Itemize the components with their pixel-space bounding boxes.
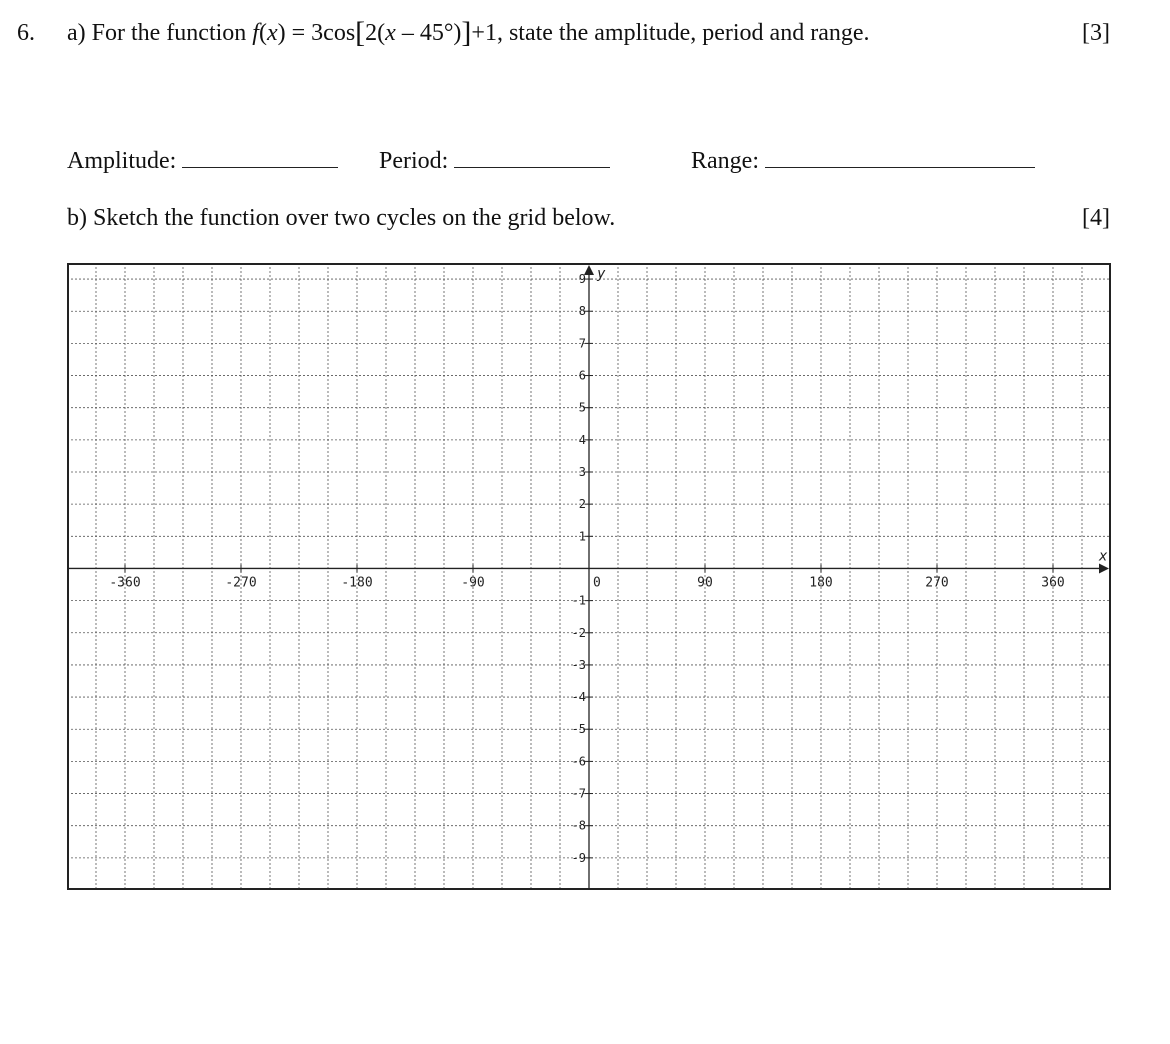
y-tick-label-4: 5 (578, 400, 586, 415)
y-axis-label: y (597, 266, 606, 282)
right-bracket: ] (461, 16, 472, 49)
y-tick-label-17: -9 (571, 850, 586, 865)
part-a-tail: , state the amplitude, period and range. (496, 20, 870, 46)
period-blank[interactable] (454, 145, 610, 168)
amplitude-blank[interactable] (182, 145, 338, 168)
part-b-prompt: b) Sketch the function over two cycles on the grid below. (67, 205, 616, 231)
x-tick-label-1: -270 (225, 575, 257, 591)
x-tick-label-4: 0 (593, 575, 601, 591)
period-label: Period: (379, 148, 449, 174)
x-axis-arrow (1099, 563, 1109, 573)
range-blank[interactable] (765, 145, 1035, 168)
y-tick-label-7: 2 (578, 497, 586, 512)
equals-cos: = 3cos (285, 20, 356, 46)
sketch-grid[interactable] (67, 263, 1111, 895)
y-tick-label-8: 1 (578, 529, 586, 544)
y-tick-label-1: 8 (578, 304, 586, 319)
y-tick-label-15: -7 (571, 786, 586, 801)
period-answer (379, 145, 610, 175)
question-number: 6. (17, 20, 35, 46)
x-tick-label-2: -180 (341, 575, 373, 591)
y-tick-label-10: -2 (571, 625, 586, 640)
amplitude-answer (67, 145, 338, 175)
range-answer (691, 145, 1035, 175)
y-tick-label-11: -3 (571, 657, 586, 672)
plus-one: +1 (471, 20, 497, 46)
x-tick-label-0: -360 (109, 575, 141, 591)
open-paren: ( (258, 20, 267, 46)
part-a-label: a) For the function (67, 20, 253, 46)
y-tick-label-16: -8 (571, 818, 586, 833)
y-tick-label-0: 9 (578, 272, 586, 287)
amplitude-label: Amplitude: (67, 148, 177, 174)
answer-row (67, 145, 1057, 185)
grid-svg[interactable] (67, 263, 1111, 890)
y-tick-label-2: 7 (578, 336, 586, 351)
part-b-marks: [4] (1082, 205, 1110, 231)
function-name: f (252, 20, 259, 46)
inner-variable-x: x (385, 20, 396, 46)
left-bracket: [ (355, 16, 366, 49)
y-tick-label-3: 6 (578, 368, 586, 383)
axes (67, 265, 1109, 890)
x-tick-label-3: -90 (461, 575, 485, 591)
part-a-marks: [3] (1082, 20, 1110, 46)
range-label: Range: (691, 148, 759, 174)
variable-x: x (266, 20, 278, 46)
y-tick-label-9: -1 (571, 593, 586, 608)
y-tick-label-6: 3 (578, 465, 586, 479)
y-tick-label-12: -4 (571, 690, 586, 705)
x-tick-label-5: 90 (697, 575, 713, 591)
x-tick-label-8: 360 (1041, 575, 1065, 591)
x-tick-label-6: 180 (809, 575, 833, 591)
part-a-prompt (67, 16, 870, 49)
y-tick-label-14: -6 (571, 754, 586, 769)
y-tick-label-13: -5 (571, 722, 586, 737)
inner-open: 2( (365, 20, 386, 46)
x-tick-label-7: 270 (925, 575, 949, 591)
close-paren: ) (277, 20, 286, 46)
x-axis-label: x (1099, 548, 1108, 565)
inner-rest: – 45°) (395, 20, 462, 46)
y-tick-label-5: 4 (578, 432, 586, 447)
